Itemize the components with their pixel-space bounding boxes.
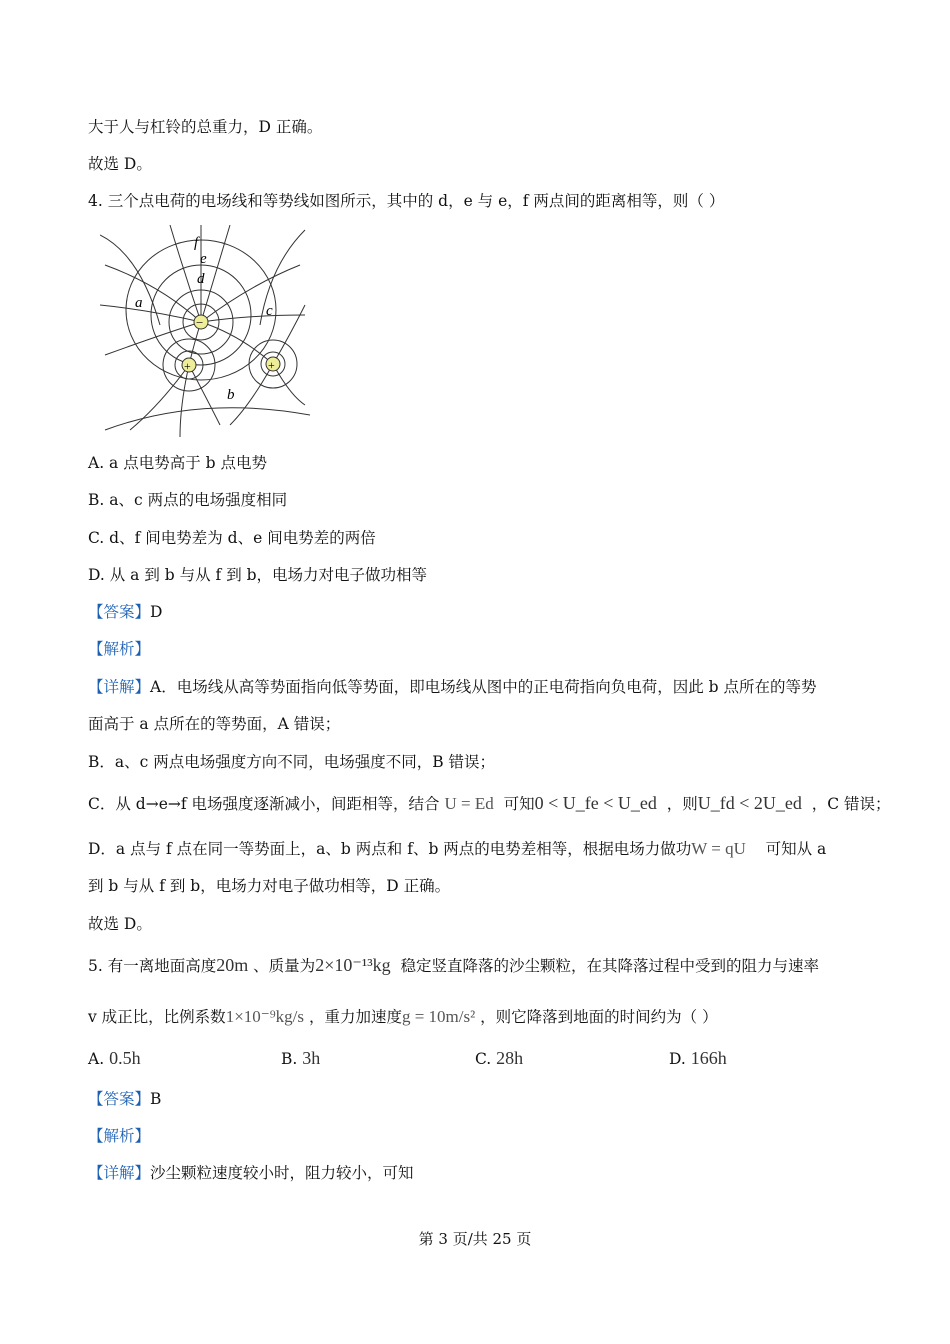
answer-value: B [150, 1090, 162, 1108]
detail-line: 面高于 a 点所在的等势面，A 错误； [88, 715, 341, 733]
question-5-line1 [88, 954, 819, 976]
formula: U = Ed [444, 794, 494, 813]
detail-line: B．a、c 两点电场强度方向不同，电场强度不同，B 错误； [88, 753, 496, 771]
text: ，C 错误； [811, 795, 891, 813]
question-4-stem: 4. 三个点电荷的电场线和等势线如图所示，其中的 d，e 与 e，f 两点间的距离相等，则（ ） [88, 192, 725, 210]
detail-tag: 【详解】 [88, 678, 151, 696]
option-key: A. [88, 1050, 105, 1068]
svg-text:−: − [196, 315, 204, 330]
svg-text:+: + [268, 358, 275, 372]
option-c [475, 1048, 523, 1069]
option-a [88, 1048, 141, 1069]
detail-text: 沙尘颗粒速度较小时，阻力较小，可知 [150, 1164, 414, 1182]
option-key: B. [281, 1050, 298, 1068]
option-value: 166h [690, 1048, 727, 1068]
text: 可知从 a [765, 840, 827, 858]
formula: 0 < U_fe < U_ed [534, 793, 657, 813]
detail-line-d [88, 837, 826, 859]
detail-tag: 【详解】 [88, 1164, 151, 1182]
option-d [669, 1048, 727, 1069]
text: 5. 有一离地面高度 [88, 957, 217, 975]
answer-value: D [150, 603, 163, 621]
svg-text:+: + [184, 359, 191, 373]
page-footer: 第 3 页/共 25 页 [418, 1230, 532, 1248]
formula: 20m [216, 955, 249, 975]
analysis-tag: 【解析】 [88, 1127, 151, 1145]
detail-text: A．电场线从高等势面指向低等势面，即电场线从图中的正电荷指向负电荷，因此 b 点所在的等势 [150, 678, 817, 696]
text: ，则它降落到地面的时间约为（ ） [480, 1008, 718, 1026]
label-f: f [194, 235, 199, 251]
text-line: 大于人与杠铃的总重力，D 正确。 [88, 118, 323, 136]
answer-tag: 【答案】 [88, 603, 151, 621]
electric-field-figure [100, 225, 310, 437]
text: 、质量为 [253, 957, 316, 975]
answer-line [88, 600, 162, 622]
label-c: c [266, 303, 273, 319]
answer-tag: 【答案】 [88, 1090, 151, 1108]
detail-line-c [88, 792, 891, 814]
detail-line [88, 675, 817, 697]
analysis-tag: 【解析】 [88, 640, 151, 658]
option-a: A. a 点电势高于 b 点电势 [88, 454, 267, 472]
label-a: a [135, 295, 143, 311]
option-d: D. 从 a 到 b 与从 f 到 b，电场力对电子做功相等 [88, 566, 428, 584]
text: 稳定竖直降落的沙尘颗粒，在其降落过程中受到的阻力与速率 [400, 957, 820, 975]
text: C．从 d→e→f 电场强度逐渐减小，间距相等，结合 [88, 795, 440, 813]
detail-line: 故选 D。 [88, 915, 152, 933]
option-value: 0.5h [109, 1048, 141, 1068]
text-line: 故选 D。 [88, 155, 152, 173]
option-key: C. [475, 1050, 492, 1068]
label-e: e [200, 251, 207, 267]
answer-line [88, 1087, 161, 1109]
question-5-line2 [88, 1005, 718, 1027]
option-b [281, 1048, 320, 1069]
formula: g = 10m/s² [401, 1007, 476, 1026]
text: v 成正比，比例系数 [88, 1008, 226, 1026]
option-value: 3h [302, 1048, 321, 1068]
label-b: b [227, 387, 235, 403]
option-c: C. d、f 间电势差为 d、e 间电势差的两倍 [88, 529, 376, 547]
text: ，则 [666, 795, 698, 813]
detail-line: 到 b 与从 f 到 b，电场力对电子做功相等，D 正确。 [88, 877, 451, 895]
option-value: 28h [496, 1048, 524, 1068]
text: ，重力加速度 [308, 1008, 402, 1026]
formula: 2×10⁻¹³kg [315, 955, 391, 975]
formula: 1×10⁻⁹kg/s [225, 1007, 305, 1026]
detail-line [88, 1161, 414, 1183]
text: D．a 点与 f 点在同一等势面上，a、b 两点和 f、b 两点的电势差相等，根据电场力做功 [88, 840, 692, 858]
option-b: B. a、c 两点的电场强度相同 [88, 491, 288, 509]
text: 可知 [503, 795, 535, 813]
option-key: D. [669, 1050, 686, 1068]
label-d: d [197, 271, 205, 287]
formula: W = qU [691, 839, 746, 858]
formula: U_fd < 2U_ed [697, 793, 802, 813]
